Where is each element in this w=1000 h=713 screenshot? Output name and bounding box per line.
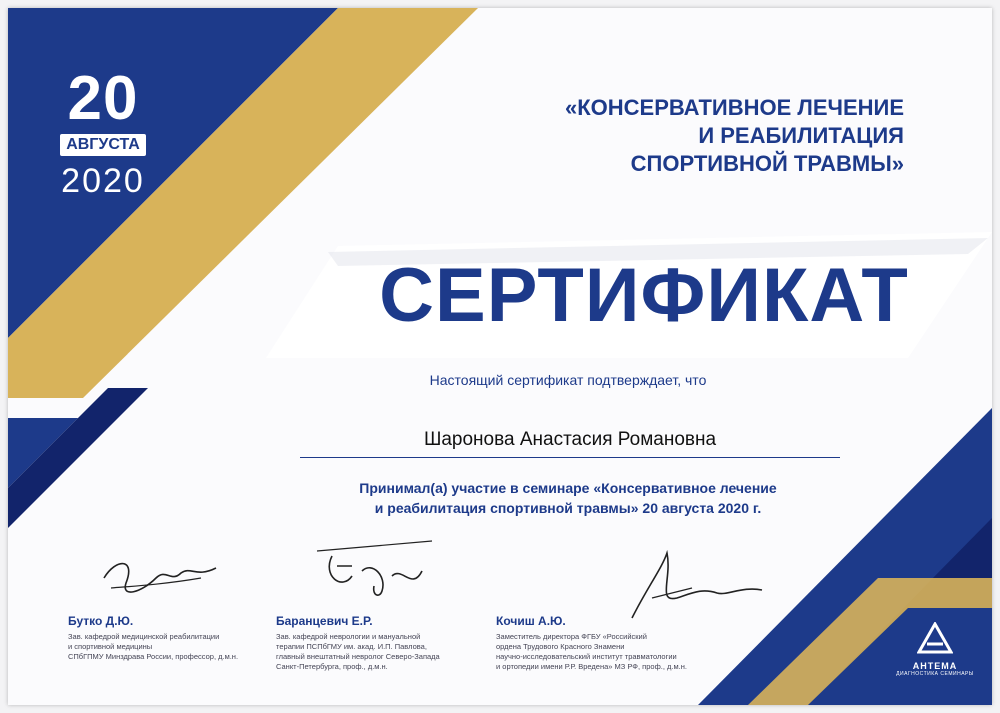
signer-title-line: Зав. кафедрой неврологии и мануальной <box>276 632 421 641</box>
antema-logo <box>896 622 974 688</box>
signer-kochish <box>496 614 746 672</box>
signer-title-line: главный внештатный невролог Северо-Запада <box>276 652 440 661</box>
participation-line: Принимал(а) участие в семинаре «Консервативное лечение <box>359 480 777 496</box>
confirm-text: Настоящий сертификат подтверждает, что <box>429 372 707 388</box>
signer-title-line: Заместитель директора ФГБУ «Российский <box>496 632 647 641</box>
signer-title-line: ордена Трудового Красного Знамени <box>496 642 625 651</box>
signer-name: Кочиш А.Ю. <box>496 614 566 628</box>
date-month: АВГУСТА <box>60 134 146 156</box>
participation-line: и реабилитация спортивной травмы» 20 августа 2020 г. <box>374 500 762 516</box>
recipient-name: Шаронова Анастасия Романовна <box>300 429 840 458</box>
seminar-title-line: И РЕАБИЛИТАЦИЯ <box>698 123 904 148</box>
signature-butko <box>96 548 226 608</box>
seminar-title <box>484 94 904 178</box>
certificate-sheet <box>8 8 992 705</box>
signer-barantsevich <box>276 614 486 672</box>
signer-name: Баранцевич Е.Р. <box>276 614 373 628</box>
date-block <box>48 64 158 201</box>
logo-subtext: ДИАГНОСТИКА СЕМИНАРЫ <box>896 671 974 677</box>
date-year: 2020 <box>61 162 145 200</box>
logo-text: АНТЕМА <box>912 661 958 671</box>
signer-name: Бутко Д.Ю. <box>68 614 134 628</box>
date-day: 20 <box>67 64 139 133</box>
certificate-title: СЕРТИФИКАТ <box>379 253 909 338</box>
signer-title-line: Зав. кафедрой медицинской реабилитации <box>68 632 220 641</box>
signer-title-line: СПбГПМУ Минздрава России, профессор, д.м.н. <box>68 652 239 661</box>
signer-title <box>68 632 278 662</box>
signer-title-line: научно-исследовательский институт травматологии <box>496 652 677 661</box>
signer-title <box>276 632 486 672</box>
signature-barantsevich <box>312 536 442 616</box>
signer-title-line: и ортопедии имени Р.Р. Вредена» МЗ РФ, проф., д.м.н. <box>496 662 687 671</box>
signer-title-line: Санкт-Петербурга, проф., д.м.н. <box>276 662 388 671</box>
signer-title-line: и спортивной медицины <box>68 642 153 651</box>
seminar-title-line: СПОРТИВНОЙ ТРАВМЫ» <box>630 151 904 176</box>
seminar-title-line: «КОНСЕРВАТИВНОЕ ЛЕЧЕНИЕ <box>564 95 904 120</box>
signer-title <box>496 632 746 672</box>
signer-butko <box>68 614 278 662</box>
participation-text <box>308 478 828 518</box>
signer-title-line: терапии ПСПбГМУ им. акад. И.П. Павлова, <box>276 642 427 651</box>
triangle-a-icon <box>917 622 953 654</box>
